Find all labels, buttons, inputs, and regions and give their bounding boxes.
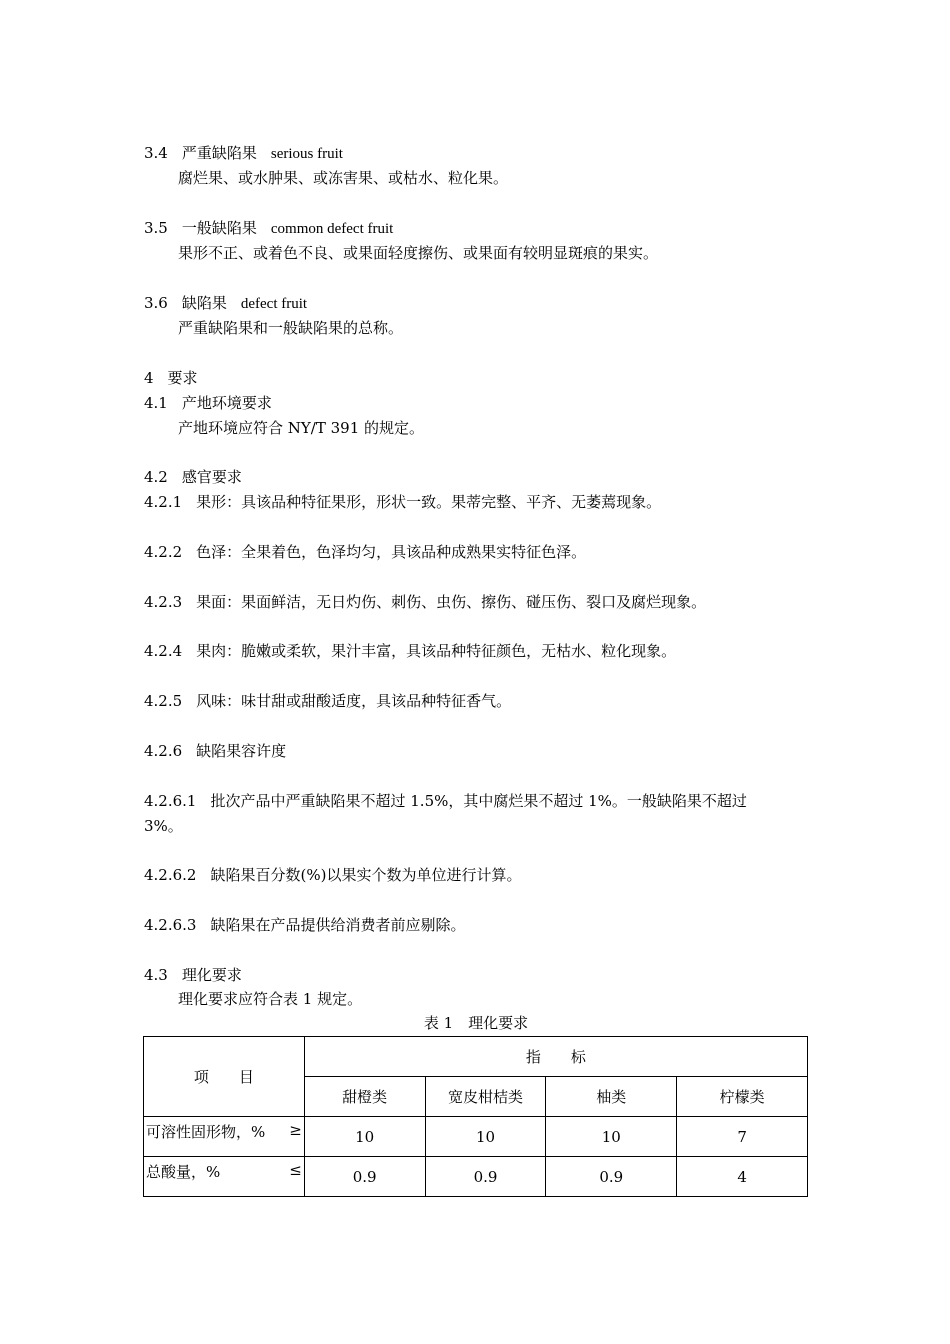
section-title-en: common defect fruit xyxy=(270,221,394,237)
clause-text: 果形：具该品种特征果形，形状一致。果蒂完整、平齐、无萎蔫现象。 xyxy=(196,493,662,511)
table-cell: 0.9 xyxy=(425,1157,546,1197)
section-4-2-heading xyxy=(144,467,242,487)
section-title: 严重缺陷果 xyxy=(181,144,257,162)
clause-4-2-3 xyxy=(144,592,706,612)
table-cell: 10 xyxy=(546,1117,677,1157)
clause-4-2-1 xyxy=(144,492,661,512)
clause-number: 4.2.6.3 xyxy=(144,916,197,934)
section-title: 感官要求 xyxy=(181,468,242,486)
row-sign: ≥ xyxy=(289,1121,302,1139)
section-number: 3.5 xyxy=(144,219,168,237)
section-title: 缺陷果 xyxy=(181,294,227,312)
clause-text: 果肉：脆嫩或柔软，果汁丰富，具该品种特征颜色，无枯水、粒化现象。 xyxy=(196,642,677,660)
clause-4-2-6-1 xyxy=(144,791,747,811)
clause-4-2-2 xyxy=(144,542,586,562)
clause-text: 缺陷果百分数(%)以果实个数为单位进行计算。 xyxy=(210,866,522,884)
clause-4-2-6 xyxy=(144,741,286,761)
clause-text: 果面：果面鲜洁，无日灼伤、刺伤、虫伤、擦伤、碰压伤、裂口及腐烂现象。 xyxy=(196,593,707,611)
row-label xyxy=(144,1157,305,1197)
clause-number: 4.2.6.1 xyxy=(144,792,197,810)
section-4-1-heading xyxy=(144,393,272,413)
clause-text: 缺陷果在产品提供给消费者前应剔除。 xyxy=(210,916,466,934)
row-label-text: 总酸量，% xyxy=(146,1163,221,1181)
section-title: 一般缺陷果 xyxy=(181,219,257,237)
section-number: 4.2 xyxy=(144,468,168,486)
section-number: 4.1 xyxy=(144,394,168,412)
section-title: 理化要求 xyxy=(181,966,242,984)
table-cell: 7 xyxy=(677,1117,808,1157)
clause-number: 4.2.5 xyxy=(144,692,183,710)
clause-4-2-6-1-cont: 3%。 xyxy=(144,817,183,835)
section-title-en: serious fruit xyxy=(270,146,343,162)
table-cell: 10 xyxy=(425,1117,546,1157)
column-header: 柠檬类 xyxy=(677,1077,808,1117)
column-header: 柚类 xyxy=(546,1077,677,1117)
section-3-4-body: 腐烂果、或水肿果、或冻害果、或枯水、粒化果。 xyxy=(178,169,509,187)
section-4-1-body: 产地环境应符合 NY/T 391 的规定。 xyxy=(178,419,425,437)
section-3-4-heading xyxy=(144,143,343,164)
clause-4-2-6-2 xyxy=(144,865,521,885)
table-cell: 10 xyxy=(304,1117,425,1157)
table-row xyxy=(144,1117,808,1157)
clause-4-2-5 xyxy=(144,691,511,711)
clause-number: 4.2.2 xyxy=(144,543,183,561)
row-sign: ≤ xyxy=(289,1161,302,1179)
column-header: 宽皮柑桔类 xyxy=(425,1077,546,1117)
table-header-row xyxy=(144,1037,808,1077)
table-row xyxy=(144,1157,808,1197)
clause-4-2-6-3 xyxy=(144,915,466,935)
table-caption: 表 1 理化要求 xyxy=(423,1014,529,1032)
row-label xyxy=(144,1117,305,1157)
column-header: 甜橙类 xyxy=(304,1077,425,1117)
clause-number: 4.2.6 xyxy=(144,742,183,760)
section-3-6-heading xyxy=(144,293,307,314)
clause-4-2-4 xyxy=(144,641,676,661)
section-4-3-heading xyxy=(144,965,242,985)
section-4-3-body: 理化要求应符合表 1 规定。 xyxy=(178,990,363,1008)
section-title: 要求 xyxy=(167,369,198,387)
section-number: 3.4 xyxy=(144,144,168,162)
clause-number: 4.2.4 xyxy=(144,642,183,660)
section-title-en: defect fruit xyxy=(240,296,308,312)
section-3-5-heading xyxy=(144,218,393,239)
section-number: 4.3 xyxy=(144,966,168,984)
section-3-6-body: 严重缺陷果和一般缺陷果的总称。 xyxy=(178,319,404,337)
clause-number: 4.2.6.2 xyxy=(144,866,197,884)
row-label-text: 可溶性固形物，% xyxy=(146,1123,266,1141)
table-cell: 0.9 xyxy=(304,1157,425,1197)
clause-text: 缺陷果容许度 xyxy=(196,742,287,760)
clause-number: 4.2.1 xyxy=(144,493,183,511)
clause-text: 风味：味甘甜或甜酸适度，具该品种特征香气。 xyxy=(196,692,512,710)
section-4-heading xyxy=(144,368,198,388)
section-number: 3.6 xyxy=(144,294,168,312)
table-cell: 4 xyxy=(677,1157,808,1197)
clause-text: 批次产品中严重缺陷果不超过 1.5%，其中腐烂果不超过 1%。一般缺陷果不超过 xyxy=(210,792,747,810)
table-cell: 0.9 xyxy=(546,1157,677,1197)
section-3-5-body: 果形不正、或着色不良、或果面轻度擦伤、或果面有较明显斑痕的果实。 xyxy=(178,244,659,262)
clause-number: 4.2.3 xyxy=(144,593,183,611)
requirements-table xyxy=(143,1036,808,1197)
index-header: 指 标 xyxy=(304,1037,807,1077)
section-title: 产地环境要求 xyxy=(181,394,272,412)
item-header: 项 目 xyxy=(144,1037,305,1117)
section-number: 4 xyxy=(144,369,154,387)
clause-text: 色泽：全果着色，色泽均匀，具该品种成熟果实特征色泽。 xyxy=(196,543,587,561)
